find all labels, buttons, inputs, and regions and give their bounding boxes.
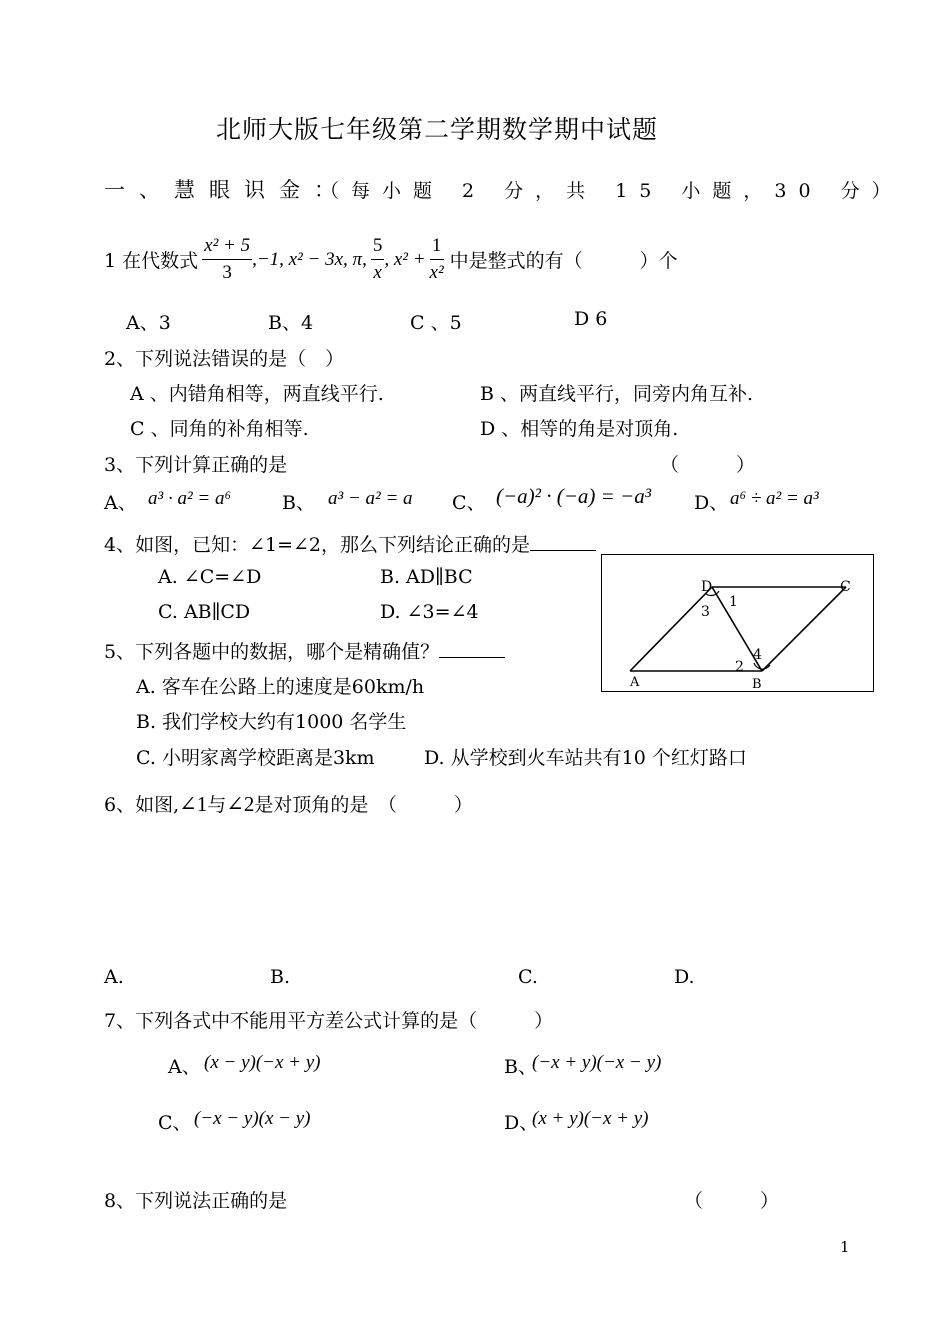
- q1-option-a: A、3: [126, 312, 171, 334]
- q5-stem-text: 5、下列各题中的数据，哪个是精确值？: [104, 641, 440, 663]
- q3-label-d: D、: [694, 492, 729, 514]
- q1-f2-numerator: 5: [371, 233, 385, 260]
- q8-stem: 8、下列说法正确的是: [104, 1190, 288, 1212]
- q3-paren: （ ）: [660, 454, 756, 476]
- q7-expr-a: (x − y)(−x + y): [204, 1052, 321, 1073]
- q6-stem-prefix: 6、如图,: [104, 794, 180, 816]
- page-title: 北师大版七年级第二学期数学期中试题: [216, 115, 659, 144]
- q1-option-c: C 、5: [410, 312, 462, 334]
- q6-option-a: A.: [104, 966, 124, 988]
- line-ad: [630, 587, 712, 671]
- q2-option-d: D 、相等的角是对顶角.: [480, 418, 679, 440]
- label-angle-2: 2: [735, 659, 744, 675]
- q7-expr-c: (−x − y)(x − y): [194, 1108, 311, 1129]
- section-note: （每小题 2 分，共 15 小题，30 分）: [320, 180, 903, 202]
- q8-paren: （ ）: [684, 1190, 780, 1212]
- q3-expr-a: a³ · a² = a⁶: [148, 488, 232, 509]
- q2-option-c: C 、同角的补角相等.: [130, 418, 309, 440]
- q1-option-b: B、4: [268, 312, 314, 334]
- q3-stem: 3、下列计算正确的是: [104, 454, 288, 476]
- q6-angle-1: ∠1: [179, 792, 208, 816]
- page-number: 1: [840, 1238, 850, 1256]
- q4-figure: [601, 554, 874, 692]
- label-point-d: D: [701, 579, 713, 595]
- q7-label-a: A、: [168, 1056, 201, 1078]
- q1-f1-denominator: 3: [222, 262, 232, 283]
- q4-stem-text: 4、如图，已知：∠1=∠2，那么下列结论正确的是: [104, 534, 531, 556]
- q2-option-a: A 、内错角相等，两直线平行.: [130, 383, 384, 405]
- line-bc: [762, 587, 846, 671]
- label-point-c: C: [840, 579, 851, 595]
- q1-fraction-3: [430, 233, 444, 286]
- q7-label-b: B、: [504, 1056, 537, 1078]
- q6-stem-suffix: 是对顶角的是 （ ）: [254, 794, 473, 816]
- section-heading: 一、慧眼识金：: [104, 178, 349, 202]
- q6-stem: [104, 790, 473, 817]
- q1-mid2: , x² +: [384, 248, 426, 270]
- label-angle-4: 4: [753, 647, 762, 663]
- q4-option-a: A. ∠C=∠D: [158, 566, 262, 588]
- q3-label-b: B、: [282, 492, 315, 514]
- q2-stem: 2、下列说法错误的是（ ）: [104, 348, 345, 370]
- q4-answer-blank[interactable]: [530, 532, 596, 551]
- q1-suffix: 中是整式的有（ ）个: [449, 250, 678, 272]
- q7-expr-b: (−x + y)(−x − y): [532, 1052, 662, 1073]
- q4-stem: [104, 530, 596, 557]
- q6-stem-mid: 与: [207, 794, 227, 816]
- label-point-b: B: [752, 677, 762, 691]
- question-1: [104, 233, 678, 286]
- q5-option-a: A. 客车在公路上的速度是60km/h: [136, 676, 425, 698]
- q6-option-d: D.: [674, 966, 695, 988]
- q3-label-c: C、: [452, 492, 486, 514]
- q1-f3-denominator: x²: [429, 262, 444, 283]
- q6-option-c: C.: [518, 966, 538, 988]
- q4-option-b: B. AD∥BC: [380, 566, 473, 588]
- q1-fraction-2: [371, 233, 385, 286]
- label-angle-1: 1: [729, 594, 738, 610]
- q7-label-c: C、: [158, 1112, 192, 1134]
- q1-mid: ,−1, x² − 3x, π,: [252, 248, 367, 270]
- q1-f1-numerator: x² + 5: [202, 233, 252, 260]
- q5-answer-blank[interactable]: [439, 639, 505, 658]
- q5-option-c: C. 小明家离学校距离是3km: [136, 747, 375, 769]
- q2-option-b: B 、两直线平行，同旁内角互补.: [480, 383, 754, 405]
- q3-expr-d: a⁶ ÷ a² = a³: [730, 488, 819, 509]
- q3-expr-b: a³ − a² = a: [328, 488, 413, 509]
- q4-option-d: D. ∠3=∠4: [380, 601, 479, 623]
- q6-option-b: B.: [270, 966, 291, 988]
- q5-option-d: D. 从学校到火车站共有10 个红灯路口: [424, 747, 747, 769]
- q7-expr-d: (x + y)(−x + y): [532, 1108, 649, 1129]
- q7-stem: 7、下列各式中不能用平方差公式计算的是（ ）: [104, 1010, 554, 1032]
- q6-angle-2: ∠2: [226, 792, 255, 816]
- q1-fraction-1: [202, 233, 252, 286]
- q4-option-c: C. AB∥CD: [158, 601, 251, 623]
- q7-label-d: D、: [504, 1112, 539, 1134]
- q3-expr-c: (−a)² · (−a) = −a³: [496, 484, 651, 508]
- parallelogram-diagram: [602, 555, 873, 691]
- q5-option-b: B. 我们学校大约有1000 名学生: [136, 711, 407, 733]
- q1-f3-numerator: 1: [430, 233, 444, 260]
- q5-stem: [104, 637, 505, 664]
- label-point-a: A: [630, 675, 640, 690]
- q1-f2-denominator: x: [373, 262, 382, 283]
- q1-prefix: 1 在代数式: [104, 250, 199, 272]
- q1-option-d: D 6: [574, 308, 608, 330]
- q3-label-a: A、: [104, 492, 137, 514]
- label-angle-3: 3: [701, 604, 710, 620]
